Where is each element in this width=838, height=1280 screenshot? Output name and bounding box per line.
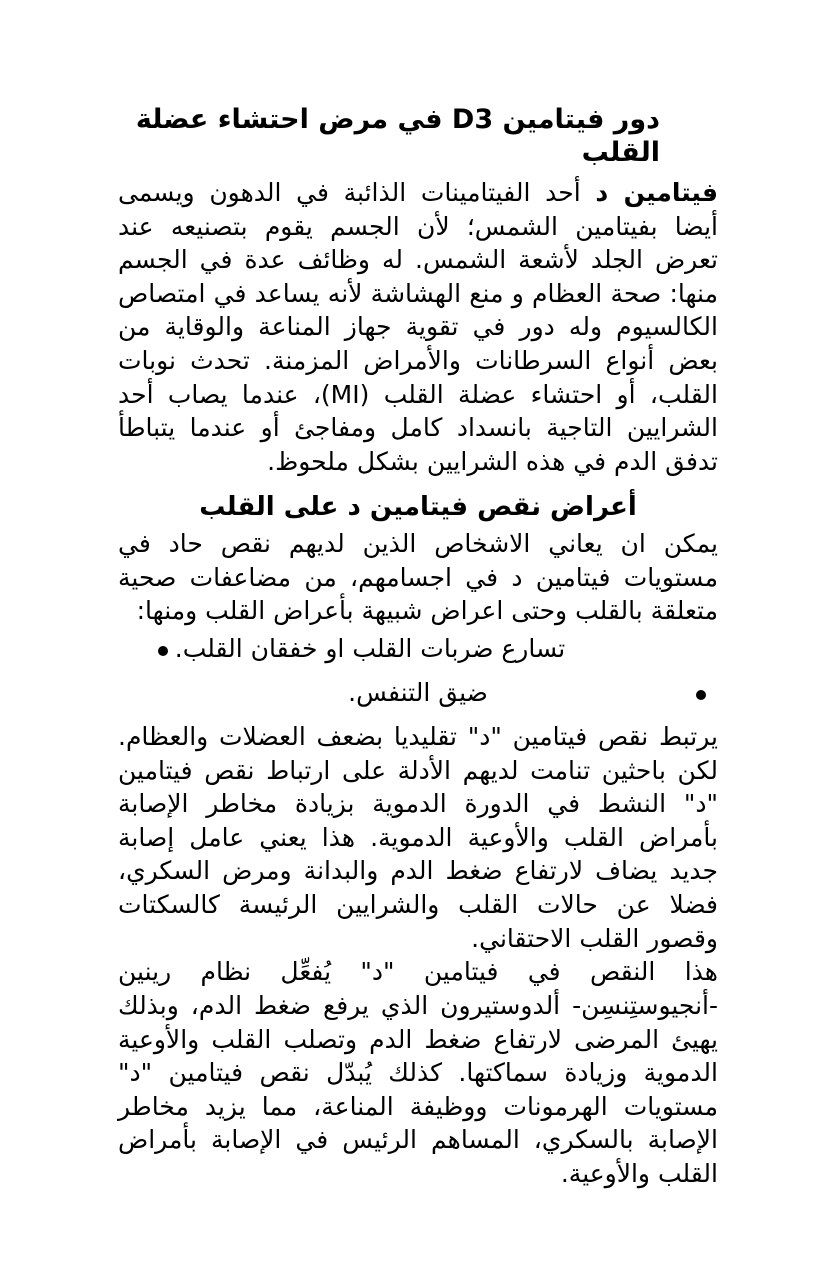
list-item-label: ضيق التنفس. bbox=[348, 677, 488, 707]
paragraph-intro-body: أحد الفيتامينات الذائبة في الدهون ويسمى أيضا بفيتامين الشمس؛ لأن الجسم يقوم بتصنيعه عند تعرض الجلد لأشعة الشمس. له وظائف عدة في الجسم منها: صحة العظام و منع الهشاشة لأنه يساعد في امتصاص الكالسيوم وله دور في تقوية جهاز المناعة والوقاية من بعض أنواع السرطانات والأمراض المزمنة. تحدث نوبات القلب، أو احتشاء عضلة القلب (MI)، عندما يصاب أحد الشرايين التاجية بانسداد كامل ومفاجئ أو عندما يتباطأ تدفق الدم في هذه الشرايين بشكل ملحوظ. bbox=[118, 177, 718, 476]
bullet-dot-icon bbox=[696, 690, 706, 700]
paragraph-mechanism: هذا النقص في فيتامين "د" يُفعِّل نظام رينين -أنجيوستِنسِن- ألدوستيرون الذي يرفع ضغط الدم، وبذلك يهيئ المرضى لارتفاع ضغط الدم وتصلب القلب والأوعية الدموية وزيادة سماكتها. كذلك يُبدّل نقص فيتامين "د" مستويات الهرمونات ووظيفة المناعة، مما يزيد مخاطر الإصابة بالسكري، المساهم الرئيس في الإصابة بأمراض القلب والأوعية. bbox=[118, 957, 718, 1188]
list-item bbox=[118, 676, 718, 710]
section-heading-symptoms: أعراض نقص فيتامين د على القلب bbox=[199, 491, 637, 522]
paragraph-research: يرتبط نقص فيتامين "د" تقليديا بضعف العضلات والعظام. لكن باحثين تنامت لديهم الأدلة على ارتباط نقص فيتامين "د" النشط في الدورة الدموية بزيادة مخاطر الإصابة بأمراض القلب والأوعية الدموية. هذا يعني عامل إصابة جديد يضاف لارتفاع ضغط الدم والبدانة ومرض السكري، فضلا عن حالات القلب والشرايين الرئيسة كالسكتات وقصور القلب الاحتقاني. bbox=[118, 721, 718, 953]
list-item bbox=[118, 632, 718, 666]
paragraph-intro-lead: فيتامين د bbox=[595, 177, 718, 207]
page-title bbox=[118, 104, 718, 170]
paragraph-symptoms-intro: يمكن ان يعاني الاشخاص الذين لديهم نقص حاد في مستويات فيتامين د في اجسامهم، من مضاعفات صحية متعلقة بالقلب وحتى اعراض شبيهة بأعراض القلب ومنها: bbox=[118, 529, 718, 626]
document-content bbox=[118, 104, 718, 1191]
bullet-dot-icon bbox=[158, 646, 168, 656]
page-title-line-1: دور فيتامين D3 في مرض احتشاء عضلة bbox=[135, 104, 660, 135]
symptom-list bbox=[118, 632, 718, 710]
paragraph-intro bbox=[118, 176, 718, 479]
page-title-line-2: القلب bbox=[581, 136, 660, 168]
list-item-label: تسارع ضربات القلب او خفقان القلب. bbox=[174, 633, 566, 663]
